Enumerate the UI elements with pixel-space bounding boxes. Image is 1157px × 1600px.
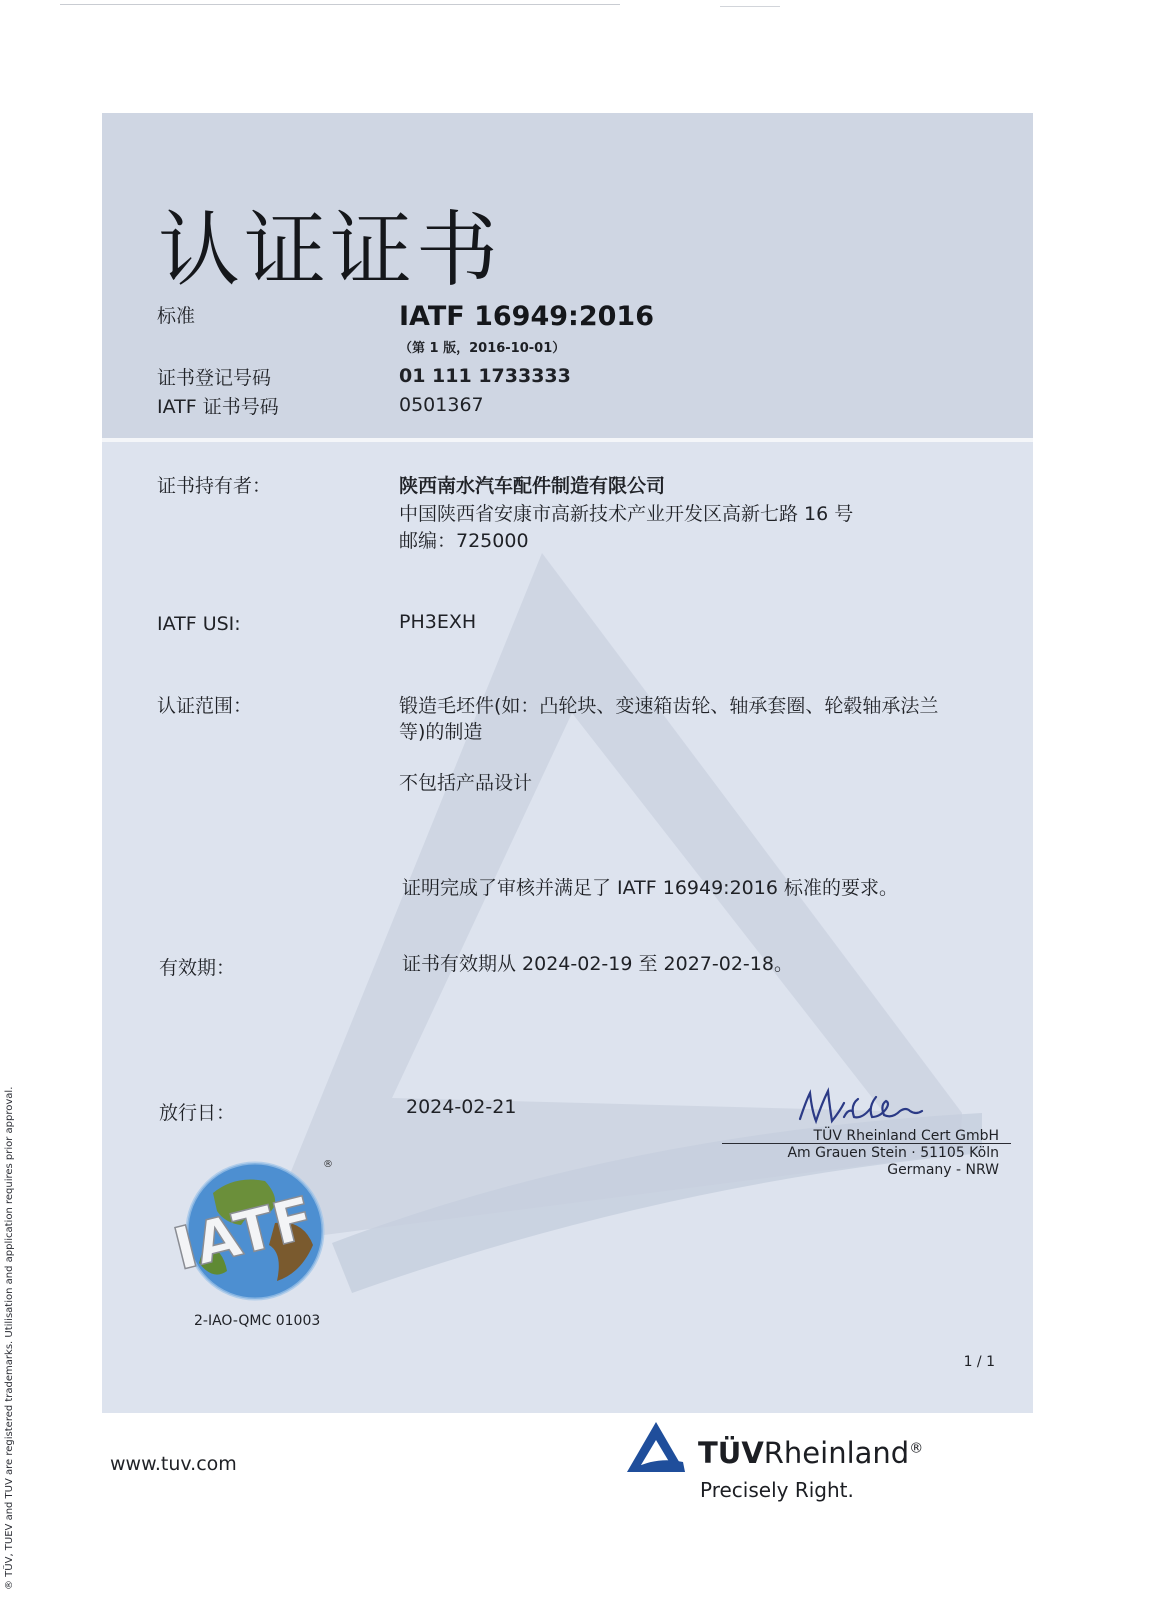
usi-label: IATF USI: — [157, 613, 241, 635]
tuv-brand-name — [698, 1436, 923, 1470]
standard-value: IATF 16949:2016 — [399, 301, 654, 332]
issuer-address-1: Am Grauen Stein · 51105 Köln — [787, 1145, 999, 1161]
issuer-address-2: Germany - NRW — [887, 1162, 999, 1178]
oversight-code: 2-IAO-QMC 01003 — [194, 1313, 321, 1329]
validity-value: 证书有效期从 2024-02-19 至 2027-02-18。 — [402, 953, 793, 975]
holder-label: 证书持有者： — [157, 475, 272, 497]
standard-label: 标准 — [157, 305, 196, 327]
iatf-cert-label: IATF 证书号码 — [157, 396, 279, 418]
holder-address: 中国陕西省安康市高新技术产业开发区高新七路 16 号 — [399, 503, 854, 525]
tuv-tagline: Precisely Right. — [700, 1478, 854, 1502]
scope-label: 认证范围： — [157, 695, 253, 717]
iatf-logo-icon — [165, 1153, 335, 1303]
legal-side-note: ® TÜV, TUEV and TUV are registered trademarks. Utilisation and application requires prior approval. — [4, 1086, 15, 1590]
registration-label: 证书登记号码 — [157, 367, 272, 389]
tuv-brand-bold: TÜV — [698, 1436, 764, 1470]
tuv-triangle-logo-icon — [625, 1420, 687, 1476]
registration-value: 01 111 1733333 — [399, 365, 571, 387]
certificate-title: 认证证书 — [158, 203, 503, 298]
issuer-name: TÜV Rheinland Cert GmbH — [813, 1128, 999, 1144]
tuv-brand-rest: Rheinland — [763, 1436, 910, 1470]
scope-line-1: 锻造毛坯件(如：凸轮块、变速箱齿轮、轴承套圈、轮毂轴承法兰 — [399, 695, 939, 717]
scope-line-2: 等)的制造 — [399, 721, 483, 743]
validity-label: 有效期： — [159, 957, 236, 979]
tuv-registered-mark: ® — [909, 1440, 924, 1457]
scan-artifact-line — [60, 4, 620, 5]
page-number: 1 / 1 — [963, 1354, 995, 1370]
certification-statement: 证明完成了审核并满足了 IATF 16949:2016 标准的要求。 — [402, 877, 898, 899]
standard-edition: （第 1 版，2016-10-01） — [399, 341, 566, 356]
issue-date-value: 2024-02-21 — [406, 1096, 517, 1118]
tuv-website-link[interactable]: www.tuv.com — [110, 1453, 237, 1475]
iatf-logo-lettering: IATF — [166, 1183, 321, 1284]
iatf-cert-value: 0501367 — [399, 394, 484, 416]
holder-postcode: 邮编：725000 — [399, 530, 529, 552]
certificate-sheet — [102, 113, 1033, 1413]
issue-date-label: 放行日： — [159, 1102, 236, 1124]
usi-value: PH3EXH — [399, 611, 477, 633]
registered-mark: ® — [323, 1159, 333, 1170]
scan-artifact-line — [720, 6, 780, 7]
scope-exclusion: 不包括产品设计 — [399, 772, 533, 794]
holder-name: 陕西南水汽车配件制造有限公司 — [399, 475, 666, 497]
